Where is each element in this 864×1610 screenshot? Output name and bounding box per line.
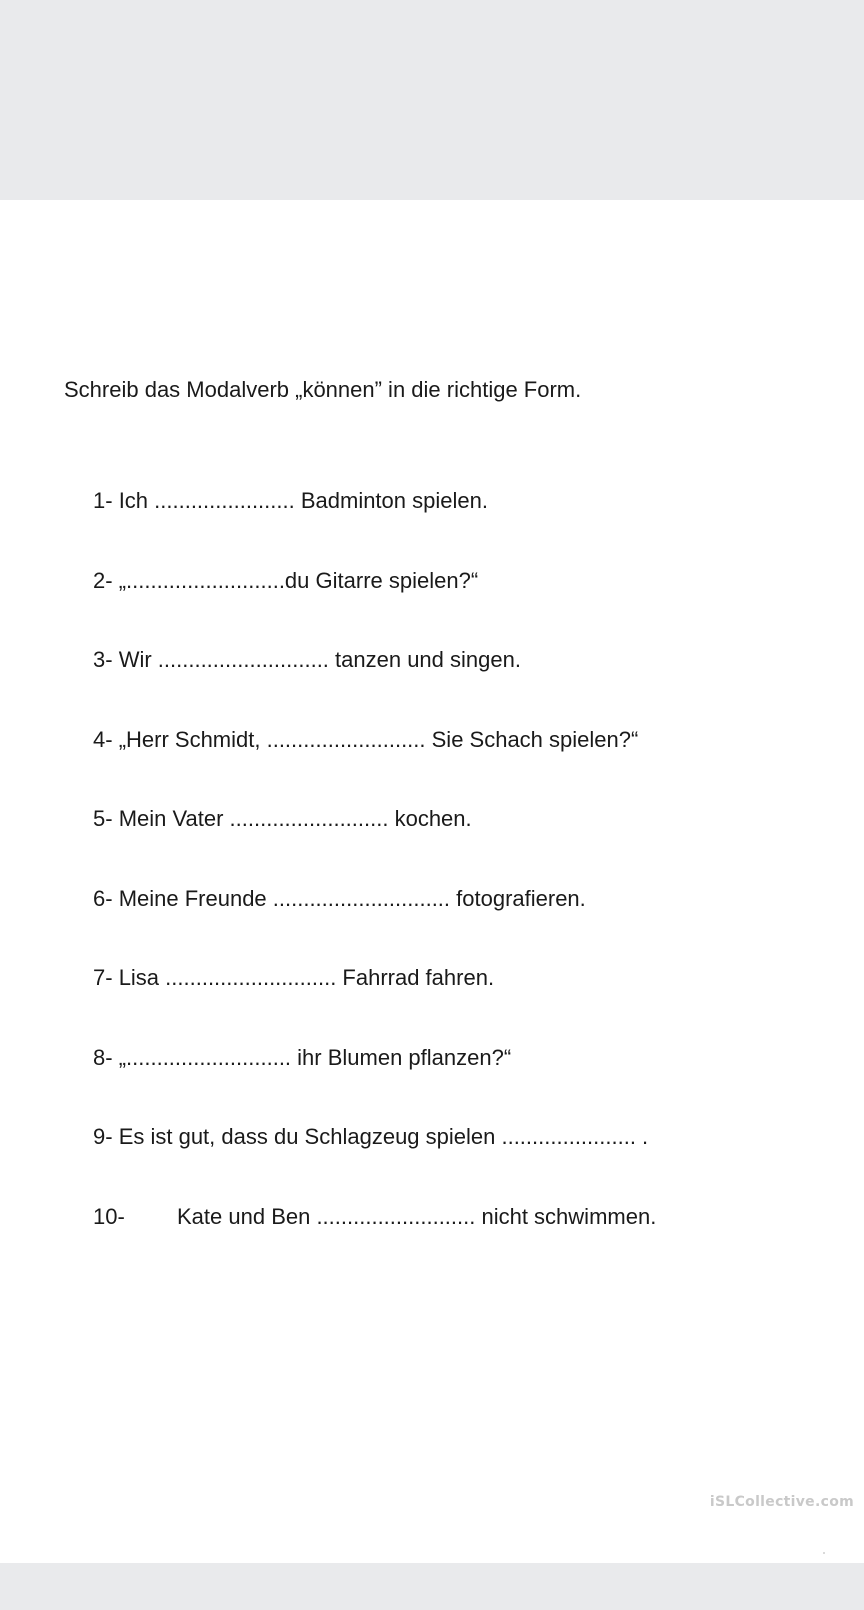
bottom-margin-band [0, 1563, 864, 1610]
item-number: 6- [93, 885, 113, 911]
exercise-item [93, 1043, 656, 1123]
item-text: Es ist gut, dass du Schlagzeug spielen ...................... . [118, 1124, 649, 1149]
scan-speck [823, 1552, 825, 1554]
item-text: Mein Vater .......................... kochen. [118, 806, 472, 831]
item-text: Meine Freunde ............................. fotografieren. [118, 885, 586, 911]
watermark: iSLCollective.com [709, 1494, 854, 1510]
exercise-item [93, 566, 656, 646]
item-text: Ich ....................... Badminton spielen. [118, 488, 488, 513]
item-number: 8- [93, 1044, 113, 1070]
exercise-item [93, 645, 656, 725]
item-number: 9- [93, 1124, 113, 1149]
exercise-item [93, 884, 656, 964]
item-text: Kate und Ben .......................... nicht schwimmen. [177, 1203, 657, 1229]
exercise-item [93, 1122, 656, 1202]
item-text: „Herr Schmidt, .......................... Sie Schach spielen?“ [118, 726, 639, 752]
exercise-list [93, 486, 656, 1281]
item-number: 1- [93, 488, 113, 513]
item-number: 7- [93, 965, 113, 990]
exercise-item [93, 963, 656, 1043]
item-text: „..........................du Gitarre spielen?“ [118, 567, 479, 593]
item-text: Lisa ............................ Fahrrad fahren. [118, 965, 495, 990]
exercise-item [93, 1202, 656, 1282]
item-number: 3- [93, 647, 113, 672]
exercise-item [93, 725, 656, 805]
worksheet-instruction: Schreib das Modalverb „können” in die richtige Form. [64, 377, 582, 402]
item-number: 5- [93, 806, 113, 831]
exercise-item [93, 804, 656, 884]
item-number: 2- [93, 567, 113, 593]
item-number: 4- [93, 726, 113, 752]
item-text: „........................... ihr Blumen pflanzen?“ [118, 1044, 512, 1070]
top-margin-band [0, 0, 864, 200]
item-text: Wir ............................ tanzen und singen. [118, 647, 521, 672]
exercise-item [93, 486, 656, 566]
item-number: 10- [93, 1203, 125, 1229]
